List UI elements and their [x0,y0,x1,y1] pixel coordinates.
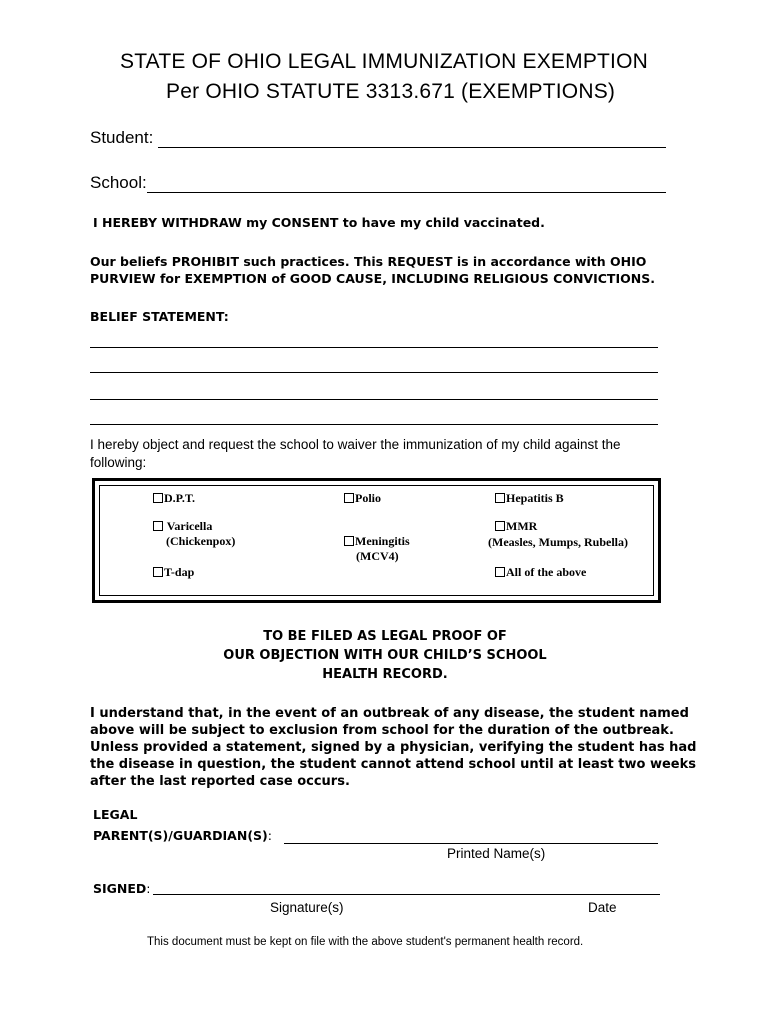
parent-guardian-text: PARENT(S)/GUARDIAN(S) [93,828,268,843]
mmr-sub: (Measles, Mumps, Rubella) [488,535,628,549]
checkbox-tdap[interactable] [153,565,194,580]
legal-proof-line1: TO BE FILED AS LEGAL PROOF OF [263,629,507,644]
school-label: School: [90,173,147,192]
checkbox-hepb[interactable] [495,491,564,506]
student-field[interactable] [158,129,666,148]
footer-note: This document must be kept on file with the above student's permanent health record. [147,936,584,948]
belief-line-1[interactable] [90,347,658,348]
checkbox-polio[interactable] [344,491,381,506]
checkbox-icon [344,493,354,503]
checkbox-icon [495,567,505,577]
understand-line5: after the last reported case occurs. [90,774,350,789]
dpt-label: D.P.T. [164,491,196,505]
signed-colon: : [146,881,151,896]
checkbox-mmr[interactable] [495,519,537,534]
checkbox-dpt[interactable] [153,491,195,506]
understand-line1: I understand that, in the event of an outbreak of any disease, the student named [90,706,689,721]
checkbox-icon [495,521,505,531]
mmr-label: MMR [506,519,538,533]
signed-label: SIGNED [93,881,147,896]
legal-proof-line3: HEALTH RECORD. [322,667,448,682]
signature-field[interactable] [153,894,660,895]
printed-name-field[interactable] [284,843,658,844]
form-title-line1: STATE OF OHIO LEGAL IMMUNIZATION EXEMPTION [120,50,648,73]
understand-line2: above will be subject to exclusion from school for the duration of the outbreak. [90,723,674,738]
signed-label-wrap [93,881,151,896]
withdraw-statement: I HEREBY WITHDRAW my CONSENT to have my child vaccinated. [93,215,545,230]
date-caption: Date [588,900,617,915]
hepb-label: Hepatitis B [506,491,564,505]
parent-guardian-colon: : [267,828,272,843]
understand-line3: Unless provided a statement, signed by a physician, verifying the student has had [90,740,697,755]
belief-line-4[interactable] [90,424,658,425]
printed-names-caption: Printed Name(s) [447,846,546,861]
meningitis-label: Meningitis [355,534,410,548]
parent-guardian-label [93,828,272,843]
tdap-label: T-dap [164,565,195,579]
all-label: All of the above [506,565,587,579]
varicella-label: Varicella [166,519,213,533]
checkbox-meningitis[interactable] [344,534,410,549]
varicella-sub: (Chickenpox) [166,534,236,548]
checkbox-icon [153,521,163,531]
belief-line-2[interactable] [90,372,658,373]
form-title-line2: Per OHIO STATUTE 3313.671 (EXEMPTIONS) [166,80,616,103]
signatures-caption: Signature(s) [270,900,344,915]
beliefs-line1: Our beliefs PROHIBIT such practices. This REQUEST is in accordance with OHIO [90,254,647,269]
checkbox-all[interactable] [495,565,586,580]
beliefs-line2: PURVIEW for EXEMPTION of GOOD CAUSE, INCLUDING RELIGIOUS CONVICTIONS. [90,271,655,286]
belief-line-3[interactable] [90,399,658,400]
checkbox-varicella[interactable] [153,519,212,534]
checkbox-icon [153,567,163,577]
meningitis-sub: (MCV4) [356,549,399,563]
checkbox-icon [495,493,505,503]
legal-proof-line2: OUR OBJECTION WITH OUR CHILD’S SCHOOL [223,648,547,663]
checkbox-icon [344,536,354,546]
school-field[interactable] [147,174,666,193]
belief-statement-label: BELIEF STATEMENT: [90,309,229,324]
object-line2: following: [90,455,147,470]
understand-line4: the disease in question, the student cannot attend school until at least two weeks [90,757,697,772]
student-label: Student: [90,128,154,147]
legal-label: LEGAL [93,807,138,822]
object-line1: I hereby object and request the school to waiver the immunization of my child against the [90,437,621,452]
polio-label: Polio [355,491,381,505]
checkbox-icon [153,493,163,503]
